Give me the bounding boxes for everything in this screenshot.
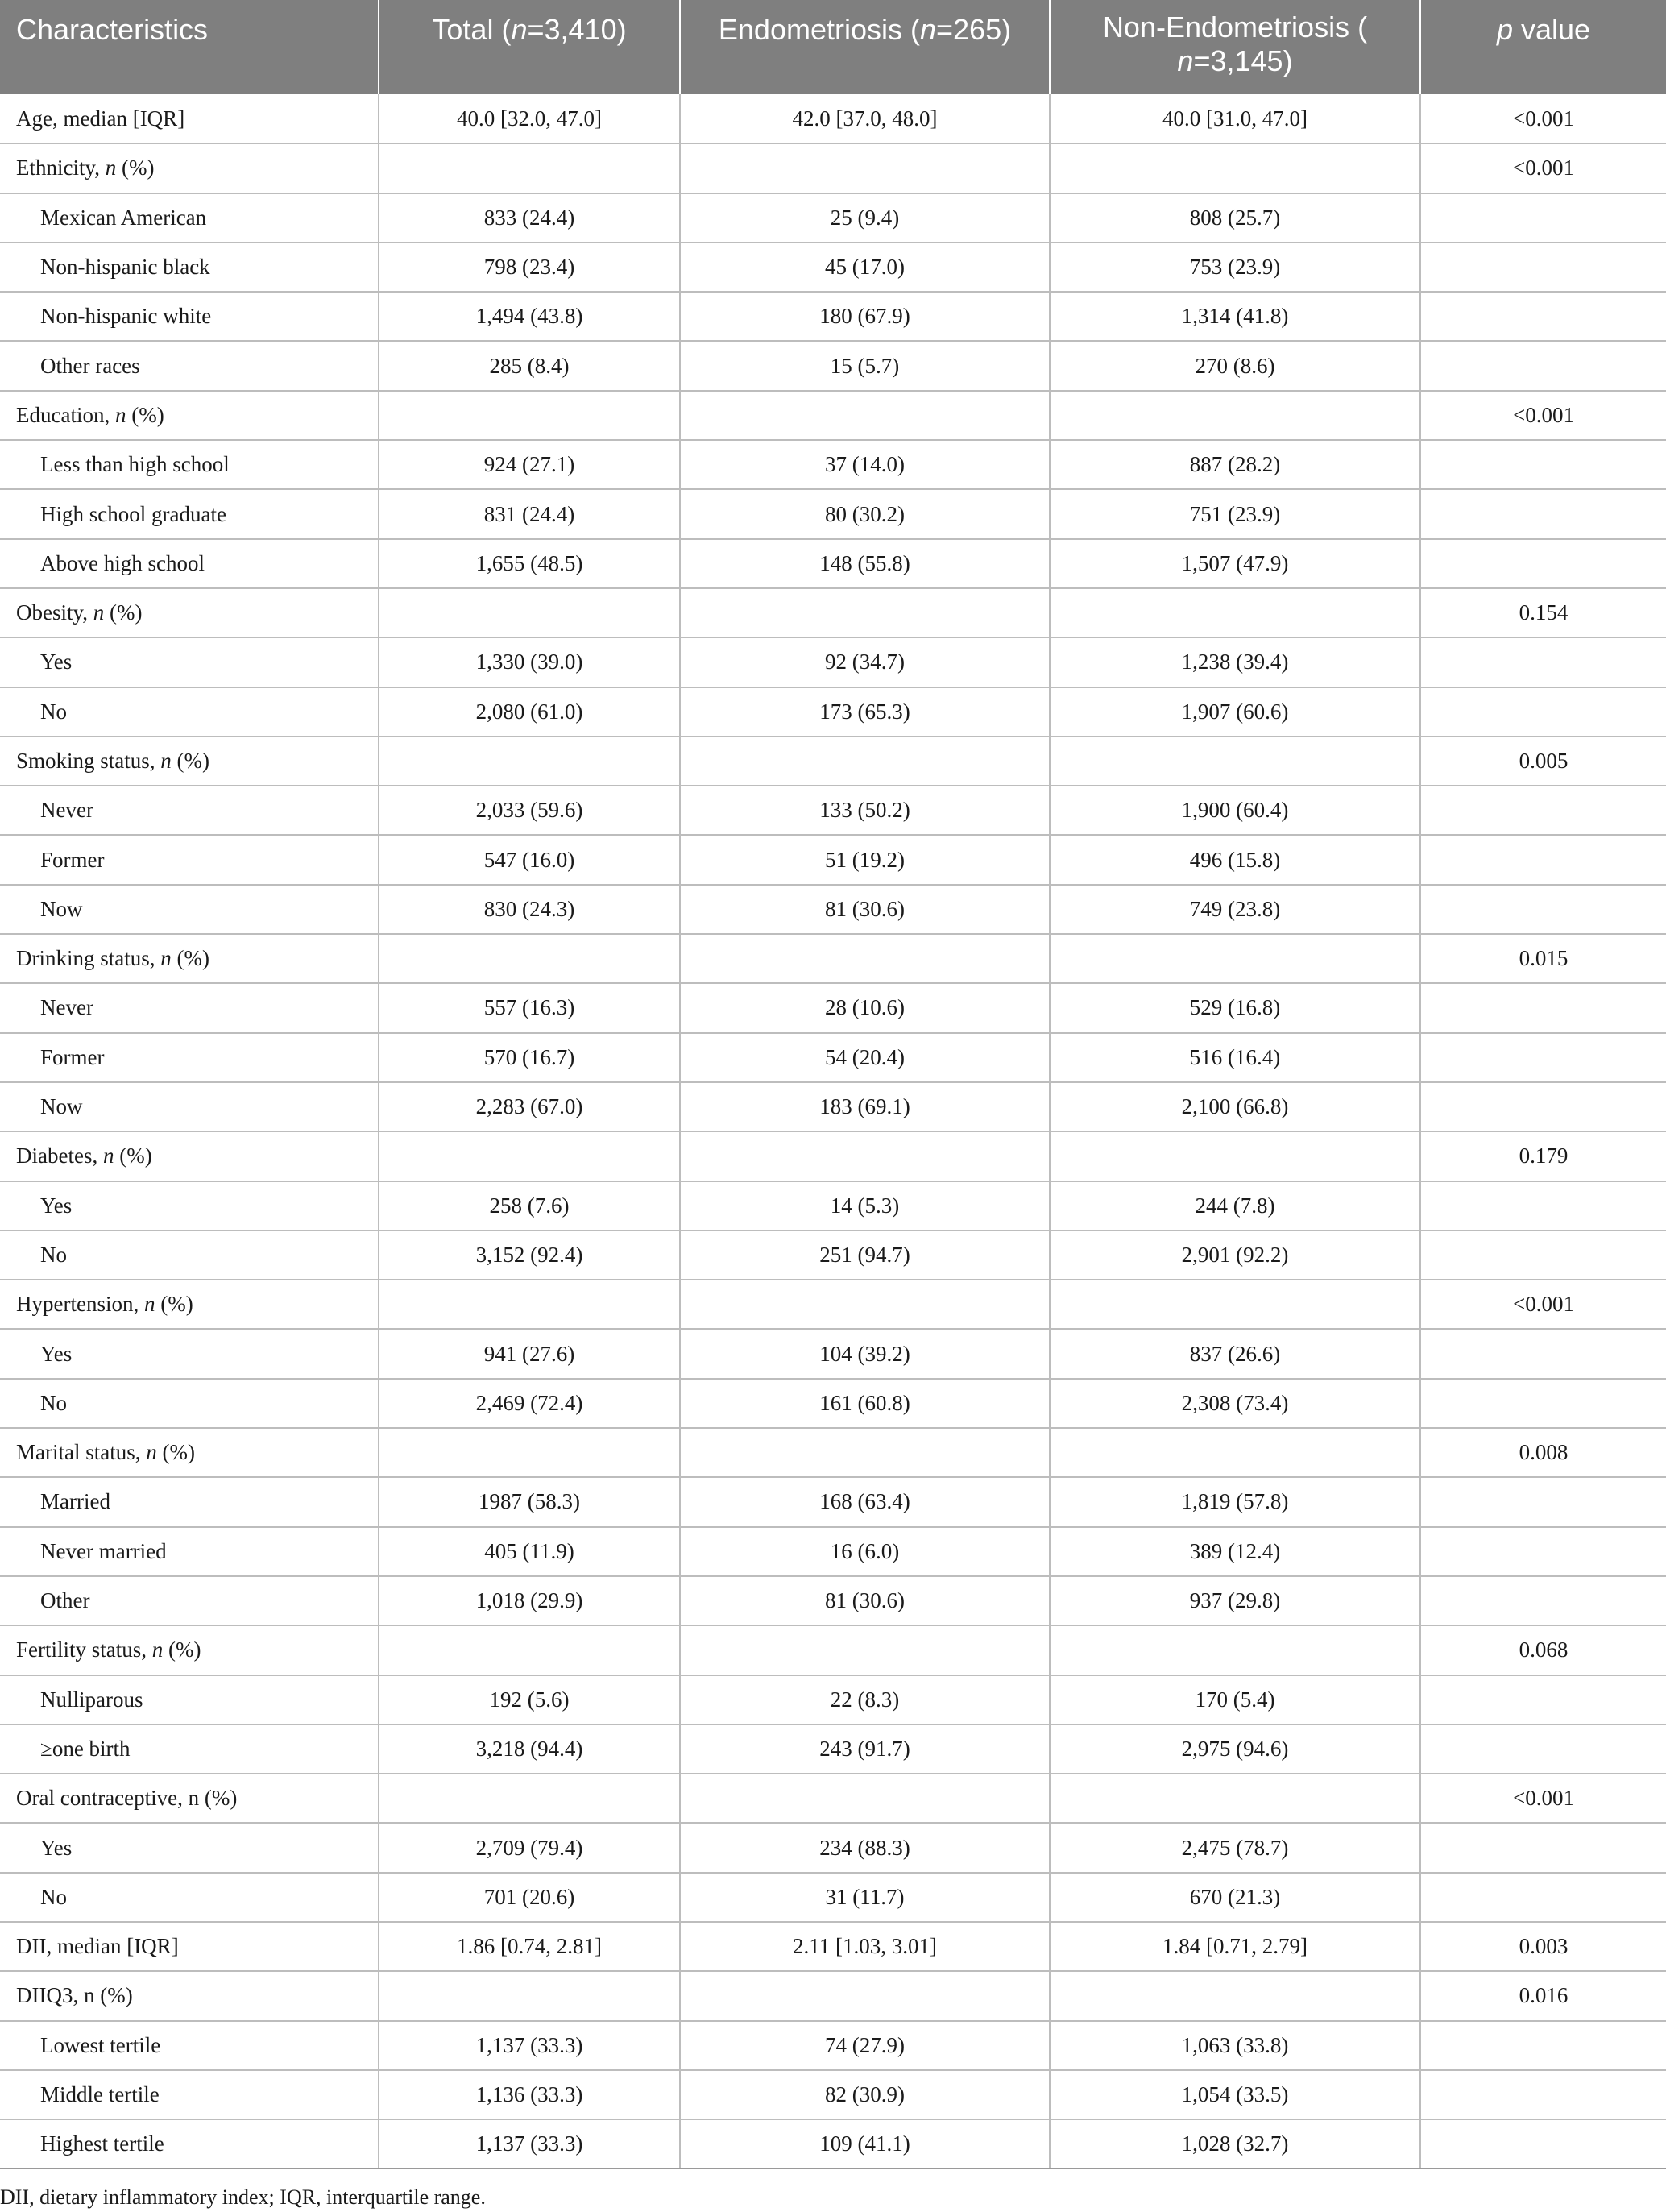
non-endometriosis-cell: 170 (5.4): [1050, 1675, 1420, 1724]
row-label: Former: [0, 835, 379, 884]
total-cell: 1,655 (48.5): [379, 539, 680, 588]
total-cell: 405 (11.9): [379, 1527, 680, 1576]
header-endometriosis: Endometriosis (n=265): [680, 0, 1050, 94]
p-value-cell: 0.179: [1420, 1131, 1666, 1181]
table-row: [0, 1428, 1666, 1477]
total-cell: 557 (16.3): [379, 983, 680, 1032]
table-row: [0, 1131, 1666, 1181]
row-label: Oral contraceptive, n (%): [0, 1774, 379, 1823]
table-row: [0, 588, 1666, 637]
row-label: Yes: [0, 1823, 379, 1872]
endometriosis-cell: [680, 391, 1050, 440]
total-cell: 3,152 (92.4): [379, 1231, 680, 1280]
p-value-cell: 0.005: [1420, 737, 1666, 786]
table-row: [0, 786, 1666, 835]
endometriosis-cell: 251 (94.7): [680, 1231, 1050, 1280]
non-endometriosis-cell: [1050, 1774, 1420, 1823]
row-label: Drinking status, n (%): [0, 934, 379, 983]
non-endometriosis-cell: 937 (29.8): [1050, 1576, 1420, 1625]
row-label: Other races: [0, 341, 379, 390]
row-label: Now: [0, 885, 379, 934]
total-cell: [379, 1774, 680, 1823]
table-row: [0, 1576, 1666, 1625]
total-cell: [379, 934, 680, 983]
endometriosis-cell: 45 (17.0): [680, 243, 1050, 292]
table-row: [0, 391, 1666, 440]
table-row: [0, 1873, 1666, 1922]
table-row: [0, 193, 1666, 243]
non-endometriosis-cell: 1,028 (32.7): [1050, 2119, 1420, 2168]
endometriosis-cell: [680, 143, 1050, 193]
table-row: [0, 1280, 1666, 1329]
table-row: [0, 835, 1666, 884]
row-label: Yes: [0, 1329, 379, 1378]
table-body: [0, 94, 1666, 2168]
row-label: No: [0, 687, 379, 737]
p-value-cell: [1420, 1823, 1666, 1872]
non-endometriosis-cell: 1,507 (47.9): [1050, 539, 1420, 588]
p-value-cell: [1420, 1231, 1666, 1280]
p-value-cell: [1420, 440, 1666, 489]
total-cell: 924 (27.1): [379, 440, 680, 489]
total-cell: [379, 1971, 680, 2020]
endometriosis-cell: [680, 1428, 1050, 1477]
p-value-cell: [1420, 292, 1666, 341]
table-footnote: DII, dietary inflammatory index; IQR, interquartile range.: [0, 2185, 486, 2209]
total-cell: [379, 1131, 680, 1181]
header-p-value: p value: [1420, 0, 1666, 94]
p-value-cell: [1420, 1181, 1666, 1231]
endometriosis-cell: [680, 588, 1050, 637]
table-row: [0, 489, 1666, 538]
table-row: [0, 143, 1666, 193]
row-label: Yes: [0, 637, 379, 687]
total-cell: 2,283 (67.0): [379, 1082, 680, 1131]
total-cell: 258 (7.6): [379, 1181, 680, 1231]
endometriosis-cell: 82 (30.9): [680, 2070, 1050, 2119]
row-label: Never: [0, 786, 379, 835]
table-row: [0, 94, 1666, 143]
row-label: Smoking status, n (%): [0, 737, 379, 786]
total-cell: [379, 737, 680, 786]
endometriosis-cell: 2.11 [1.03, 3.01]: [680, 1922, 1050, 1971]
row-label: Diabetes, n (%): [0, 1131, 379, 1181]
total-cell: [379, 143, 680, 193]
header-non-endometriosis: Non-Endometriosis ( n=3,145): [1050, 0, 1420, 94]
p-value-cell: [1420, 1724, 1666, 1774]
total-cell: 831 (24.4): [379, 489, 680, 538]
endometriosis-cell: 22 (8.3): [680, 1675, 1050, 1724]
table-row: [0, 687, 1666, 737]
table-row: [0, 1181, 1666, 1231]
table-row: [0, 1625, 1666, 1675]
table-row: [0, 1379, 1666, 1428]
table-row: [0, 1329, 1666, 1378]
endometriosis-cell: 28 (10.6): [680, 983, 1050, 1032]
total-cell: 3,218 (94.4): [379, 1724, 680, 1774]
total-cell: 547 (16.0): [379, 835, 680, 884]
row-label: Lowest tertile: [0, 2021, 379, 2070]
row-label: Age, median [IQR]: [0, 94, 379, 143]
row-label: DIIQ3, n (%): [0, 1971, 379, 2020]
non-endometriosis-cell: [1050, 1971, 1420, 2020]
non-endometriosis-cell: 753 (23.9): [1050, 243, 1420, 292]
p-value-cell: [1420, 1329, 1666, 1378]
endometriosis-cell: 74 (27.9): [680, 2021, 1050, 2070]
non-endometriosis-cell: 837 (26.6): [1050, 1329, 1420, 1378]
non-endometriosis-cell: 2,100 (66.8): [1050, 1082, 1420, 1131]
total-cell: 1987 (58.3): [379, 1477, 680, 1526]
table-row: [0, 737, 1666, 786]
total-cell: 1,136 (33.3): [379, 2070, 680, 2119]
row-label: Fertility status, n (%): [0, 1625, 379, 1675]
endometriosis-cell: 16 (6.0): [680, 1527, 1050, 1576]
table-row: [0, 2070, 1666, 2119]
row-label: Education, n (%): [0, 391, 379, 440]
row-label: DII, median [IQR]: [0, 1922, 379, 1971]
row-label: Highest tertile: [0, 2119, 379, 2168]
p-value-cell: [1420, 637, 1666, 687]
non-endometriosis-cell: 389 (12.4): [1050, 1527, 1420, 1576]
row-label: No: [0, 1873, 379, 1922]
total-cell: 40.0 [32.0, 47.0]: [379, 94, 680, 143]
p-value-cell: [1420, 1527, 1666, 1576]
table-row: [0, 1082, 1666, 1131]
p-value-cell: [1420, 243, 1666, 292]
total-cell: 833 (24.4): [379, 193, 680, 243]
total-cell: 830 (24.3): [379, 885, 680, 934]
endometriosis-cell: 14 (5.3): [680, 1181, 1050, 1231]
row-label: Former: [0, 1033, 379, 1082]
non-endometriosis-cell: [1050, 1625, 1420, 1675]
endometriosis-cell: 31 (11.7): [680, 1873, 1050, 1922]
p-value-cell: [1420, 1477, 1666, 1526]
endometriosis-cell: 183 (69.1): [680, 1082, 1050, 1131]
table-row: [0, 1231, 1666, 1280]
row-label: Less than high school: [0, 440, 379, 489]
total-cell: 1,137 (33.3): [379, 2119, 680, 2168]
endometriosis-cell: [680, 934, 1050, 983]
non-endometriosis-cell: 40.0 [31.0, 47.0]: [1050, 94, 1420, 143]
total-cell: [379, 1280, 680, 1329]
p-value-cell: [1420, 1379, 1666, 1428]
row-label: Non-hispanic white: [0, 292, 379, 341]
non-endometriosis-cell: 2,308 (73.4): [1050, 1379, 1420, 1428]
endometriosis-cell: 180 (67.9): [680, 292, 1050, 341]
row-label: Hypertension, n (%): [0, 1280, 379, 1329]
table-row: [0, 539, 1666, 588]
non-endometriosis-cell: 1,238 (39.4): [1050, 637, 1420, 687]
endometriosis-cell: [680, 1280, 1050, 1329]
p-value-cell: [1420, 786, 1666, 835]
endometriosis-cell: 51 (19.2): [680, 835, 1050, 884]
table-row: [0, 1922, 1666, 1971]
p-value-cell: 0.003: [1420, 1922, 1666, 1971]
table-row: [0, 1823, 1666, 1872]
p-value-cell: [1420, 193, 1666, 243]
non-endometriosis-cell: 751 (23.9): [1050, 489, 1420, 538]
p-value-cell: [1420, 1675, 1666, 1724]
row-label: Now: [0, 1082, 379, 1131]
p-value-cell: <0.001: [1420, 94, 1666, 143]
p-value-cell: <0.001: [1420, 143, 1666, 193]
row-label: Other: [0, 1576, 379, 1625]
table-row: [0, 1477, 1666, 1526]
total-cell: [379, 1625, 680, 1675]
endometriosis-cell: [680, 1131, 1050, 1181]
total-cell: 570 (16.7): [379, 1033, 680, 1082]
non-endometriosis-cell: 670 (21.3): [1050, 1873, 1420, 1922]
p-value-cell: 0.016: [1420, 1971, 1666, 2020]
non-endometriosis-cell: [1050, 143, 1420, 193]
header-characteristics: Characteristics: [0, 0, 379, 94]
non-endometriosis-cell: 1,063 (33.8): [1050, 2021, 1420, 2070]
p-value-cell: [1420, 341, 1666, 390]
p-value-cell: [1420, 489, 1666, 538]
p-value-cell: [1420, 1576, 1666, 1625]
row-label: Nulliparous: [0, 1675, 379, 1724]
total-cell: 2,033 (59.6): [379, 786, 680, 835]
table-row: [0, 1971, 1666, 2020]
table-row: [0, 1675, 1666, 1724]
table-row: [0, 341, 1666, 390]
p-value-cell: 0.008: [1420, 1428, 1666, 1477]
total-cell: 1.86 [0.74, 2.81]: [379, 1922, 680, 1971]
non-endometriosis-cell: 1,819 (57.8): [1050, 1477, 1420, 1526]
row-label: High school graduate: [0, 489, 379, 538]
table-row: [0, 243, 1666, 292]
row-label: Never: [0, 983, 379, 1032]
endometriosis-cell: 234 (88.3): [680, 1823, 1050, 1872]
non-endometriosis-cell: 496 (15.8): [1050, 835, 1420, 884]
non-endometriosis-cell: 516 (16.4): [1050, 1033, 1420, 1082]
row-label: Married: [0, 1477, 379, 1526]
table-row: [0, 1527, 1666, 1576]
total-cell: 941 (27.6): [379, 1329, 680, 1378]
non-endometriosis-cell: 2,475 (78.7): [1050, 1823, 1420, 1872]
p-value-cell: [1420, 1873, 1666, 1922]
non-endometriosis-cell: [1050, 934, 1420, 983]
row-label: Marital status, n (%): [0, 1428, 379, 1477]
p-value-cell: [1420, 539, 1666, 588]
endometriosis-cell: 161 (60.8): [680, 1379, 1050, 1428]
non-endometriosis-cell: 2,975 (94.6): [1050, 1724, 1420, 1774]
total-cell: 192 (5.6): [379, 1675, 680, 1724]
non-endometriosis-cell: 270 (8.6): [1050, 341, 1420, 390]
row-label: Above high school: [0, 539, 379, 588]
total-cell: 701 (20.6): [379, 1873, 680, 1922]
p-value-cell: [1420, 1082, 1666, 1131]
table-row: [0, 637, 1666, 687]
non-endometriosis-cell: 887 (28.2): [1050, 440, 1420, 489]
endometriosis-cell: 81 (30.6): [680, 1576, 1050, 1625]
non-endometriosis-cell: 529 (16.8): [1050, 983, 1420, 1032]
table-row: [0, 2119, 1666, 2168]
table-row: [0, 1724, 1666, 1774]
endometriosis-cell: 168 (63.4): [680, 1477, 1050, 1526]
row-label: No: [0, 1379, 379, 1428]
table-row: [0, 1774, 1666, 1823]
p-value-cell: [1420, 2070, 1666, 2119]
endometriosis-cell: 37 (14.0): [680, 440, 1050, 489]
total-cell: 1,018 (29.9): [379, 1576, 680, 1625]
p-value-cell: [1420, 835, 1666, 884]
row-label: Ethnicity, n (%): [0, 143, 379, 193]
row-label: ≥one birth: [0, 1724, 379, 1774]
endometriosis-cell: 42.0 [37.0, 48.0]: [680, 94, 1050, 143]
header-row: [0, 0, 1666, 94]
total-cell: 2,469 (72.4): [379, 1379, 680, 1428]
non-endometriosis-cell: 1,907 (60.6): [1050, 687, 1420, 737]
endometriosis-cell: [680, 737, 1050, 786]
non-endometriosis-cell: [1050, 1280, 1420, 1329]
non-endometriosis-cell: 808 (25.7): [1050, 193, 1420, 243]
non-endometriosis-cell: [1050, 391, 1420, 440]
header-total: Total (n=3,410): [379, 0, 680, 94]
row-label: Mexican American: [0, 193, 379, 243]
endometriosis-cell: 173 (65.3): [680, 687, 1050, 737]
non-endometriosis-cell: 1,314 (41.8): [1050, 292, 1420, 341]
total-cell: 798 (23.4): [379, 243, 680, 292]
non-endometriosis-cell: 2,901 (92.2): [1050, 1231, 1420, 1280]
non-endometriosis-cell: 1,054 (33.5): [1050, 2070, 1420, 2119]
total-cell: [379, 391, 680, 440]
p-value-cell: 0.154: [1420, 588, 1666, 637]
endometriosis-cell: 81 (30.6): [680, 885, 1050, 934]
total-cell: 1,494 (43.8): [379, 292, 680, 341]
total-cell: [379, 588, 680, 637]
endometriosis-cell: 133 (50.2): [680, 786, 1050, 835]
total-cell: 1,330 (39.0): [379, 637, 680, 687]
p-value-cell: 0.015: [1420, 934, 1666, 983]
p-value-cell: <0.001: [1420, 391, 1666, 440]
row-label: Never married: [0, 1527, 379, 1576]
total-cell: 2,080 (61.0): [379, 687, 680, 737]
p-value-cell: [1420, 2021, 1666, 2070]
non-endometriosis-cell: 749 (23.8): [1050, 885, 1420, 934]
non-endometriosis-cell: [1050, 737, 1420, 786]
endometriosis-cell: 80 (30.2): [680, 489, 1050, 538]
p-value-cell: [1420, 1033, 1666, 1082]
p-value-cell: 0.068: [1420, 1625, 1666, 1675]
table-row: [0, 983, 1666, 1032]
p-value-cell: <0.001: [1420, 1280, 1666, 1329]
endometriosis-cell: 15 (5.7): [680, 341, 1050, 390]
total-cell: [379, 1428, 680, 1477]
total-cell: 1,137 (33.3): [379, 2021, 680, 2070]
row-label: Yes: [0, 1181, 379, 1231]
table-row: [0, 934, 1666, 983]
table-row: [0, 292, 1666, 341]
p-value-cell: [1420, 2119, 1666, 2168]
p-value-cell: [1420, 983, 1666, 1032]
non-endometriosis-cell: 244 (7.8): [1050, 1181, 1420, 1231]
row-label: Middle tertile: [0, 2070, 379, 2119]
p-value-cell: <0.001: [1420, 1774, 1666, 1823]
endometriosis-cell: 148 (55.8): [680, 539, 1050, 588]
table-row: [0, 885, 1666, 934]
p-value-cell: [1420, 885, 1666, 934]
endometriosis-cell: [680, 1971, 1050, 2020]
total-cell: 2,709 (79.4): [379, 1823, 680, 1872]
endometriosis-cell: [680, 1774, 1050, 1823]
table-row: [0, 440, 1666, 489]
non-endometriosis-cell: [1050, 1131, 1420, 1181]
table-row: [0, 2021, 1666, 2070]
endometriosis-cell: 54 (20.4): [680, 1033, 1050, 1082]
non-endometriosis-cell: [1050, 1428, 1420, 1477]
non-endometriosis-cell: 1,900 (60.4): [1050, 786, 1420, 835]
endometriosis-cell: [680, 1625, 1050, 1675]
row-label: No: [0, 1231, 379, 1280]
row-label: Obesity, n (%): [0, 588, 379, 637]
endometriosis-cell: 92 (34.7): [680, 637, 1050, 687]
non-endometriosis-cell: [1050, 588, 1420, 637]
table-row: [0, 1033, 1666, 1082]
non-endometriosis-cell: 1.84 [0.71, 2.79]: [1050, 1922, 1420, 1971]
endometriosis-cell: 109 (41.1): [680, 2119, 1050, 2168]
endometriosis-cell: 243 (91.7): [680, 1724, 1050, 1774]
p-value-cell: [1420, 687, 1666, 737]
row-label: Non-hispanic black: [0, 243, 379, 292]
table-header: [0, 0, 1666, 94]
endometriosis-cell: 104 (39.2): [680, 1329, 1050, 1378]
endometriosis-cell: 25 (9.4): [680, 193, 1050, 243]
total-cell: 285 (8.4): [379, 341, 680, 390]
